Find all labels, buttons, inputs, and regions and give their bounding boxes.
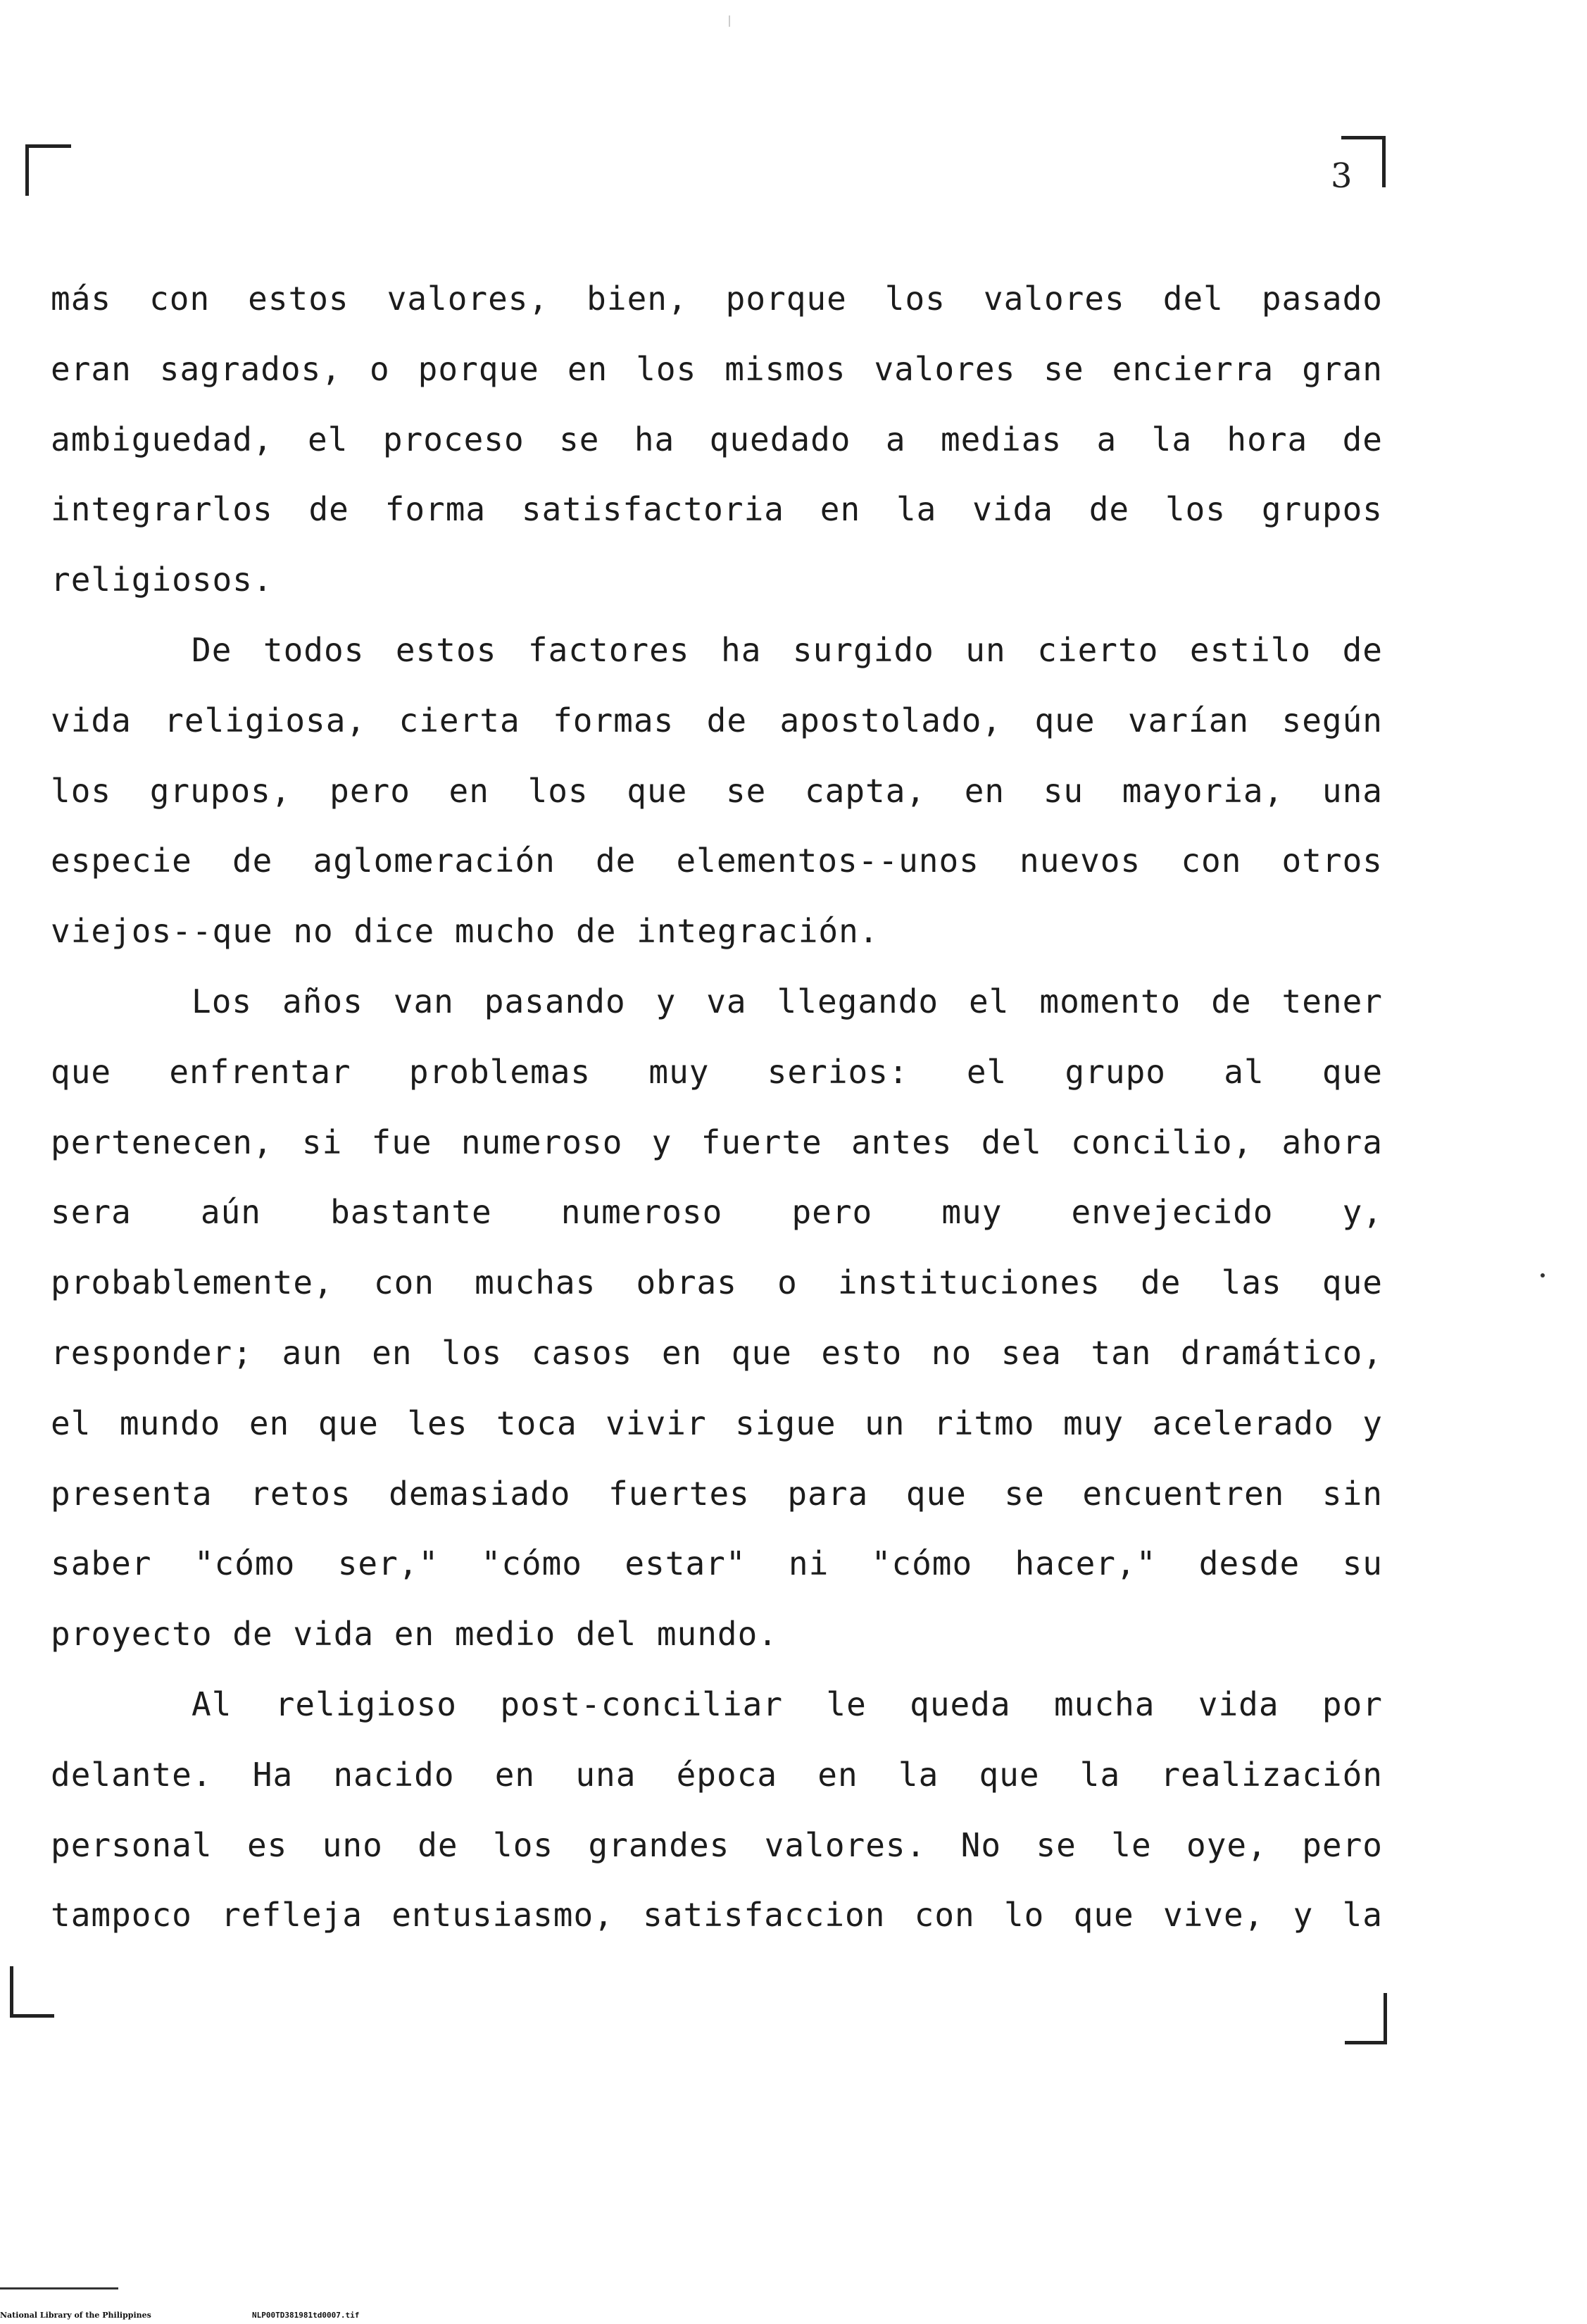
text-line: tampoco refleja entusiasmo, satisfaccion con lo que vive, y la — [51, 1896, 1383, 1935]
text-line: el mundo en que les toca vivir sigue un ritmo muy acelerado y — [51, 1404, 1383, 1442]
crop-mark-top-left — [25, 144, 71, 196]
text-line: proyecto de vida en medio del mundo. — [51, 1615, 778, 1654]
text-line: integrarlos de forma satisfactoria en la vida de los grupos — [51, 490, 1383, 529]
text-line: presenta retos demasiado fuertes para que se encuentren sin — [51, 1474, 1383, 1513]
text-line: delante. Ha nacido en una época en la que la realización — [51, 1755, 1383, 1794]
text-line: más con estos valores, bien, porque los valores del pasado — [51, 280, 1383, 318]
text-line: los grupos, pero en los que se capta, en su mayoria, una — [51, 771, 1383, 810]
text-line: eran sagrados, o porque en los mismos valores se encierra gran — [51, 349, 1383, 388]
text-line: sera aún bastante numeroso pero muy envejecido y, — [51, 1193, 1383, 1232]
text-line: De todos estos factores ha surgido un cierto estilo de — [192, 630, 1383, 669]
crop-mark-bottom-right — [1345, 1993, 1387, 2044]
text-line: vida religiosa, cierta formas de apostolado, que varían según — [51, 701, 1383, 739]
page-number: 3 — [1331, 156, 1353, 196]
text-line: ambiguedad, el proceso se ha quedado a medias a la hora de — [51, 420, 1383, 458]
crop-mark-bottom-left — [10, 1966, 54, 2018]
text-line: viejos--que no dice mucho de integración. — [51, 912, 879, 951]
text-line: responder; aun en los casos en que esto no sea tan dramático, — [51, 1333, 1383, 1372]
text-line: pertenecen, si fue numeroso y fuerte antes del concilio, ahora — [51, 1123, 1383, 1161]
text-line: que enfrentar problemas muy serios: el grupo al que — [51, 1052, 1383, 1091]
footer-library-name: National Library of the Philippines — [0, 2311, 151, 2320]
text-line: Al religioso post-conciliar le queda mucha vida por — [192, 1685, 1383, 1723]
text-line: probablemente, con muchas obras o instituciones de las que — [51, 1263, 1383, 1302]
scan-speck — [1541, 1273, 1545, 1277]
text-line: personal es uno de los grandes valores. No se le oye, pero — [51, 1825, 1383, 1864]
scan-mark — [729, 15, 730, 27]
document-body — [51, 264, 1383, 1951]
text-line: especie de aglomeración de elementos--unos nuevos con otros — [51, 842, 1383, 880]
text-line: religiosos. — [51, 561, 273, 599]
text-line: Los años van pasando y va llegando el momento de tener — [192, 982, 1383, 1020]
text-line: saber "cómo ser," "cómo estar" ni "cómo hacer," desde su — [51, 1544, 1383, 1583]
footer-rule — [0, 2287, 118, 2289]
footer-filename: NLP00TD381981td0007.tif — [252, 2311, 360, 2320]
